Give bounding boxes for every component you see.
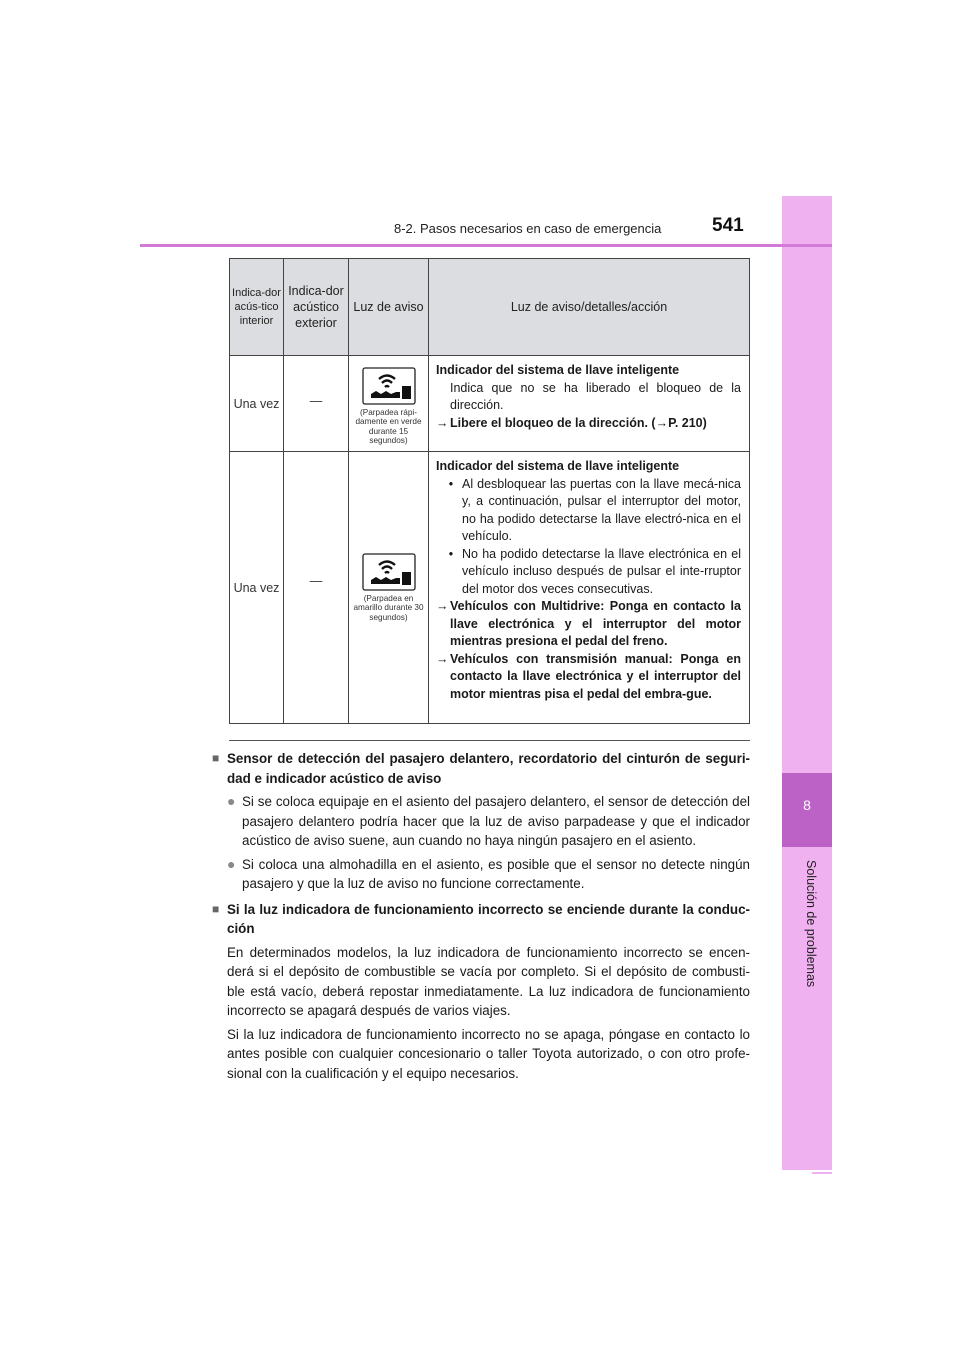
section-heading: ■ Sensor de detección del pasajero delantero, recordatorio del cinturón de seguri-dad e indicador acústico de aviso <box>212 749 750 788</box>
details-cell <box>429 356 750 452</box>
detail-title: Indicador del sistema de llave inteligente <box>436 459 680 473</box>
paragraph: En determinados modelos, la luz indicadora de funcionamiento incorrecto se encen-derá si el depósito de combustible se vacía por completo. Si el depósito de combusti-ble está vacío, deberá repostar inmediatamente. La luz indicadora de funcionamiento incorrecto se apagará después de varios viajes. <box>227 944 750 1018</box>
warning-light-cell <box>349 452 429 724</box>
square-bullet-icon: ■ <box>212 751 220 765</box>
header-warning-light: Luz de aviso <box>349 259 429 356</box>
detail-bullet: • No ha podido detectarse la llave electrónica en el vehículo incluso después de pulsar el inte-rruptor del motor dos veces consecutivas. <box>448 546 741 596</box>
light-caption: (Parpadea en amarillo durante 30 segundos) <box>353 593 424 622</box>
page-number: 541 <box>712 215 744 236</box>
warning-table <box>229 258 750 724</box>
list-item: ● Si se coloca equipaje en el asiento del pasajero delantero, el sensor de detección del pasajero delantero podría hacer que la luz de aviso parpadease y que el indicador acústico de aviso suene, aun cuando no haya ningún pasajero en el asiento. <box>212 792 750 851</box>
round-bullet-icon: ● <box>227 855 236 872</box>
chapter-title: Solución de problemas <box>804 860 818 988</box>
exterior-buzzer-cell: — <box>284 452 349 724</box>
exterior-buzzer-cell: — <box>284 356 349 452</box>
ref-arrow-icon: → <box>655 415 669 430</box>
action-text: Libere el bloqueo de la dirección. ( <box>450 415 656 430</box>
detail-description: Indica que no se ha liberado el bloqueo de la dirección. <box>450 380 741 412</box>
arrow-icon: → <box>436 599 449 613</box>
header-interior-buzzer: Indica-dor acús-tico interior <box>230 259 284 356</box>
header-details: Luz de aviso/detalles/acción <box>429 259 750 356</box>
detail-action: → Vehículos con transmisión manual: Ponga en contacto la llave electrónica y el interruptor del motor mientras pisa el pedal del embra-gue. <box>436 651 741 704</box>
interior-buzzer-cell: Una vez <box>230 452 284 724</box>
body-text <box>212 749 750 1083</box>
section-divider <box>229 740 750 741</box>
square-bullet-icon: ■ <box>212 901 220 916</box>
paragraph: Si la luz indicadora de funcionamiento incorrecto no se apaga, póngase en contacto lo antes posible con cualquier concesionario o taller Toyota autorizado, o con otro profe-sional con la cualificación y el equipo necesarios. <box>227 1026 750 1081</box>
table-row <box>230 452 750 724</box>
warning-light-cell <box>349 356 429 452</box>
section-heading: ■ Si la luz indicadora de funcionamiento incorrecto se enciende durante la conduc-ción <box>212 900 750 939</box>
detail-action <box>436 415 741 433</box>
details-cell <box>429 452 750 724</box>
smart-key-steering-lock-icon <box>362 553 416 591</box>
detail-title: Indicador del sistema de llave inteligente <box>436 363 680 377</box>
header-rule <box>140 244 832 247</box>
arrow-icon: → <box>436 651 449 666</box>
table-row <box>230 356 750 452</box>
interior-buzzer-cell: Una vez <box>230 356 284 452</box>
smart-key-steering-lock-icon <box>362 367 416 405</box>
round-bullet-icon: ● <box>227 793 236 809</box>
side-tab-tick <box>812 1172 832 1174</box>
chapter-side-tab <box>782 196 832 1170</box>
list-item: ● Si coloca una almohadilla en el asiento, es posible que el sensor no detecte ningún pasajero y que la luz de aviso no funcione correctamente. <box>212 855 750 894</box>
light-caption: (Parpadea rápi-damente en verde durante 15 segundos) <box>355 408 422 446</box>
section-title: 8-2. Pasos necesarios en caso de emergencia <box>394 221 662 236</box>
arrow-icon: → <box>436 415 449 430</box>
page-reference[interactable]: P. 210) <box>668 415 707 430</box>
header-exterior-buzzer: Indica-dor acústico exterior <box>284 259 349 356</box>
detail-action: → Vehículos con Multidrive: Ponga en contacto la llave electrónica y el interruptor del motor mientras presiona el pedal del freno. <box>436 598 741 651</box>
chapter-number: 8 <box>803 797 811 813</box>
detail-bullet: • Al desbloquear las puertas con la llave mecá-nica y, a continuación, pulsar el interruptor del motor, no ha podido detectarse la llave electró-nica en el vehículo. <box>448 476 741 543</box>
